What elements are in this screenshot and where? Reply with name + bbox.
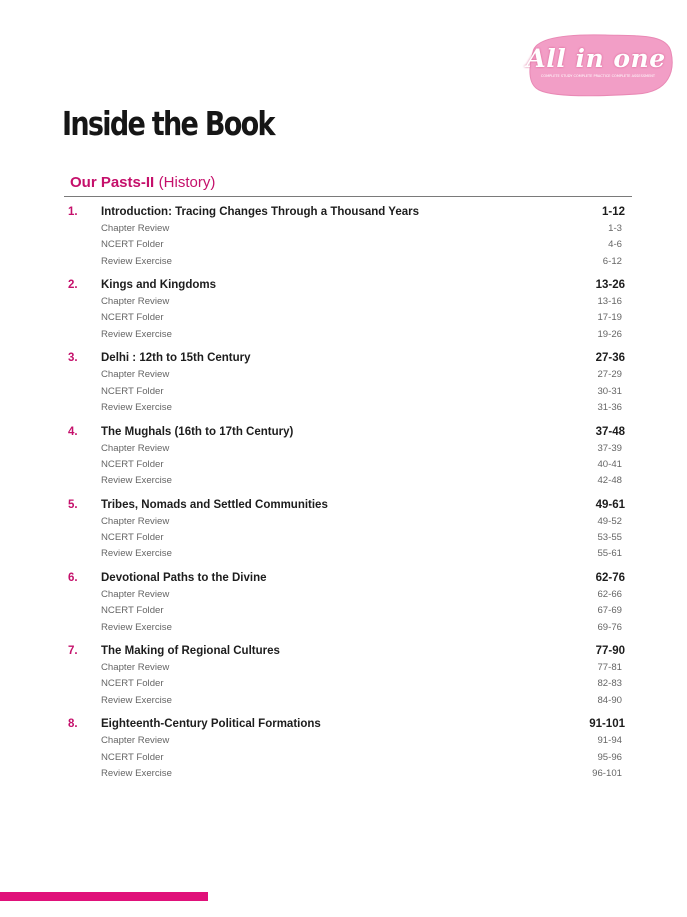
section-page-range: 69-76 [597,621,622,633]
section-page-range: 84-90 [597,694,622,706]
section-label: NCERT Folder [101,532,164,544]
page-title: Inside the Book [62,104,274,143]
section-row [68,367,625,383]
chapter-heading-row [68,643,625,660]
section-row [68,750,625,766]
chapter-page-range: 62-76 [595,572,625,584]
chapter-title: The Mughals (16th to 17th Century) [101,425,294,438]
section-row [68,693,625,709]
section-row [68,514,625,530]
section-page-range: 67-69 [597,605,622,617]
section-label: NCERT Folder [101,239,164,251]
section-page-range: 42-48 [597,475,622,487]
section-page-range: 13-16 [597,296,622,308]
section-label: Review Exercise [101,548,172,560]
chapter-title: Tribes, Nomads and Settled Communities [101,498,328,511]
chapter-heading-row [68,424,625,441]
section-label: Chapter Review [101,662,170,674]
section-row [68,310,625,326]
section-page-range: 77-81 [597,662,622,674]
section-page-range: 82-83 [597,678,622,690]
chapter-page-range: 77-90 [595,645,625,658]
section-row [68,660,625,676]
section-label: Review Exercise [101,767,172,779]
section-page-range: 37-39 [597,442,622,454]
chapter-title: Delhi : 12th to 15th Century [101,352,251,365]
section-label: Chapter Review [101,735,170,747]
section-row [68,676,625,692]
section-page-range: 17-19 [597,312,622,324]
section-label: Review Exercise [101,475,172,487]
section-label: Chapter Review [101,515,170,527]
toc-section-header [64,174,632,197]
section-label: Chapter Review [101,589,170,600]
section-label: NCERT Folder [101,678,164,690]
chapter-page-range: 49-61 [595,498,625,511]
section-page-range: 27-29 [597,369,622,381]
footer-accent-bar [0,892,208,901]
section-row [68,384,625,400]
chapter-heading-row [68,497,625,514]
section-row [68,473,625,489]
chapter-heading-row [68,570,625,587]
section-label: Review Exercise [101,328,172,340]
section-row [68,530,625,546]
toc-chapter-entry [68,350,625,416]
chapter-number: 6. [68,572,78,584]
section-label: NCERT Folder [101,458,164,470]
section-label: NCERT Folder [101,605,164,617]
book-title: Our Pasts-II [70,174,155,191]
section-label: Review Exercise [101,255,172,267]
section-row [68,587,625,603]
section-row [68,294,625,310]
section-row [68,327,625,343]
section-row [68,400,625,416]
chapter-number: 4. [68,425,78,438]
chapter-page-range: 27-36 [595,352,625,365]
section-page-range: 49-52 [597,515,622,527]
chapter-number: 5. [68,498,78,511]
section-row [68,221,625,237]
chapter-title: Devotional Paths to the Divine [101,572,267,584]
logo-wordmark: All in one [526,44,666,73]
section-page-range: 30-31 [597,385,622,397]
section-page-range: 1-3 [608,223,622,234]
section-label: Chapter Review [101,296,170,308]
book-subject: (History) [158,174,216,191]
section-row [68,766,625,782]
section-label: NCERT Folder [101,385,164,397]
section-page-range: 95-96 [597,751,622,763]
toc-chapter-entry [68,497,625,563]
brand-logo [525,30,675,100]
section-page-range: 96-101 [592,767,622,779]
chapter-page-range: 91-101 [589,718,625,731]
section-row [68,546,625,562]
toc-chapter-entry [68,204,625,270]
chapter-title: Eighteenth-Century Political Formations [101,718,321,731]
section-page-range: 19-26 [597,328,622,340]
chapter-number: 8. [68,718,78,731]
section-row [68,620,625,636]
section-row [68,457,625,473]
section-page-range: 55-61 [597,548,622,560]
section-page-range: 31-36 [597,401,622,413]
section-row [68,254,625,270]
section-label: Review Exercise [101,694,172,706]
chapter-page-range: 37-48 [595,425,625,438]
section-row [68,441,625,457]
toc-chapter-entry [68,277,625,343]
section-page-range: 62-66 [597,589,622,600]
chapter-number: 2. [68,279,78,292]
section-label: NCERT Folder [101,312,164,324]
chapter-title: Introduction: Tracing Changes Through a Thousand Years [101,206,419,218]
toc-chapter-entry [68,716,625,782]
section-label: Review Exercise [101,621,172,633]
section-label: Review Exercise [101,401,172,413]
toc-chapter-entry [68,424,625,490]
chapter-heading-row [68,350,625,367]
chapter-heading-row [68,277,625,294]
chapter-number: 3. [68,352,78,365]
toc-chapter-entry [68,643,625,709]
chapter-number: 1. [68,206,78,218]
section-page-range: 6-12 [602,255,622,267]
section-page-range: 4-6 [608,239,622,251]
chapter-title: The Making of Regional Cultures [101,645,280,658]
chapter-heading-row [68,204,625,221]
section-row [68,733,625,749]
chapter-heading-row [68,716,625,733]
section-label: Chapter Review [101,369,170,381]
section-page-range: 91-94 [597,735,622,747]
chapter-number: 7. [68,645,78,658]
section-label: Chapter Review [101,442,170,454]
logo-tagline: COMPLETE STUDY COMPLETE PRACTICE COMPLETE ASSESSMENT [540,74,656,78]
chapter-title: Kings and Kingdoms [101,279,216,292]
toc-chapter-entry [68,570,625,636]
section-page-range: 53-55 [597,532,622,544]
section-row [68,603,625,619]
section-label: NCERT Folder [101,751,164,763]
section-page-range: 40-41 [597,458,622,470]
section-row [68,237,625,253]
chapter-page-range: 1-12 [601,206,625,218]
section-label: Chapter Review [101,223,170,234]
chapter-page-range: 13-26 [595,279,625,292]
